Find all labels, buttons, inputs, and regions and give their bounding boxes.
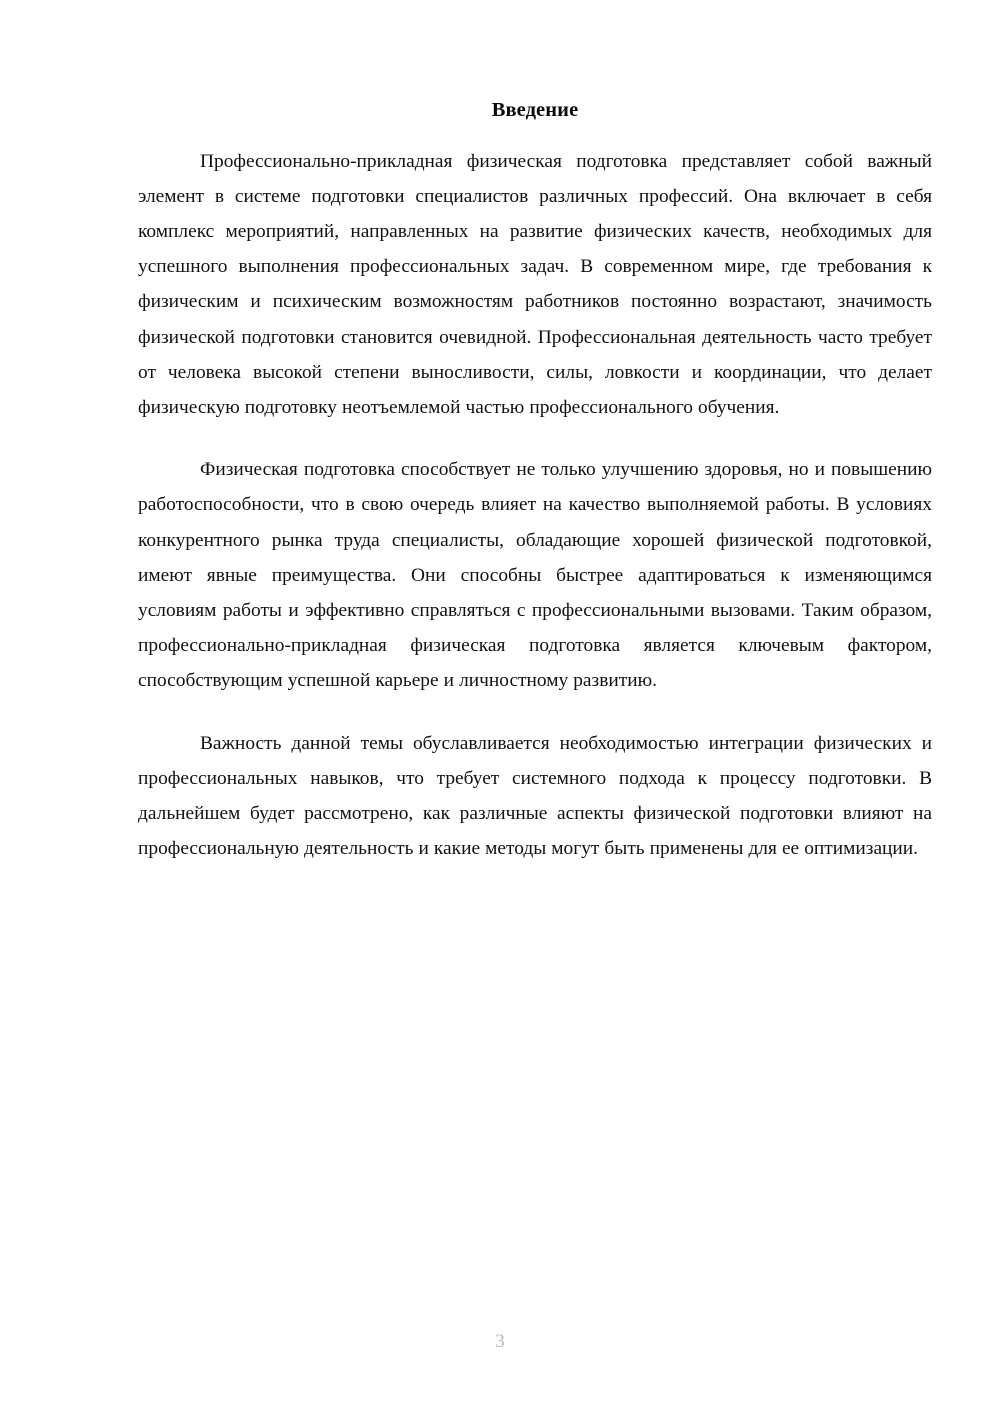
paragraph: Важность данной темы обуславливается необходимостью интеграции физических и профессиональных навыков, что требует системного подхода к процессу подготовки. В дальнейшем будет рассмотрено, как различные аспекты физической подготовки влияют на профессиональную деятельность и какие методы могут быть применены для ее оптимизации. (138, 732, 932, 860)
paragraph: Физическая подготовка способствует не только улучшению здоровья, но и повышению работоспособности, что в свою очередь влияет на качество выполняемой работы. В условиях конкурентного рынка труда специалисты, обладающие хорошей физической подготовкой, имеют явные преимущества. Они способны быстрее адаптироваться к изменяющимся условиям работы и эффективно справляться с профессиональными вызовами. Таким образом, профессионально-прикладная физическая подготовка является ключевым фактором, способствующим успешной карьере и личностному развитию. (138, 459, 932, 692)
page-number: 3 (495, 1331, 505, 1352)
paragraph: Профессионально-прикладная физическая подготовка представляет собой важный элемент в системе подготовки специалистов различных профессий. Она включает в себя комплекс мероприятий, направленных на развитие физических качеств, необходимых для успешного выполнения профессиональных задач. В современном мире, где требования к физическим и психическим возможностям работников постоянно возрастают, значимость физической подготовки становится очевидной. Профессиональная деятельность часто требует от человека высокой степени выносливости, силы, ловкости и координации, что делает физическую подготовку неотъемлемой частью профессионального обучения. (138, 150, 932, 418)
page-content (138, 0, 932, 866)
page-title: Введение (491, 99, 579, 121)
body-text (138, 144, 932, 867)
